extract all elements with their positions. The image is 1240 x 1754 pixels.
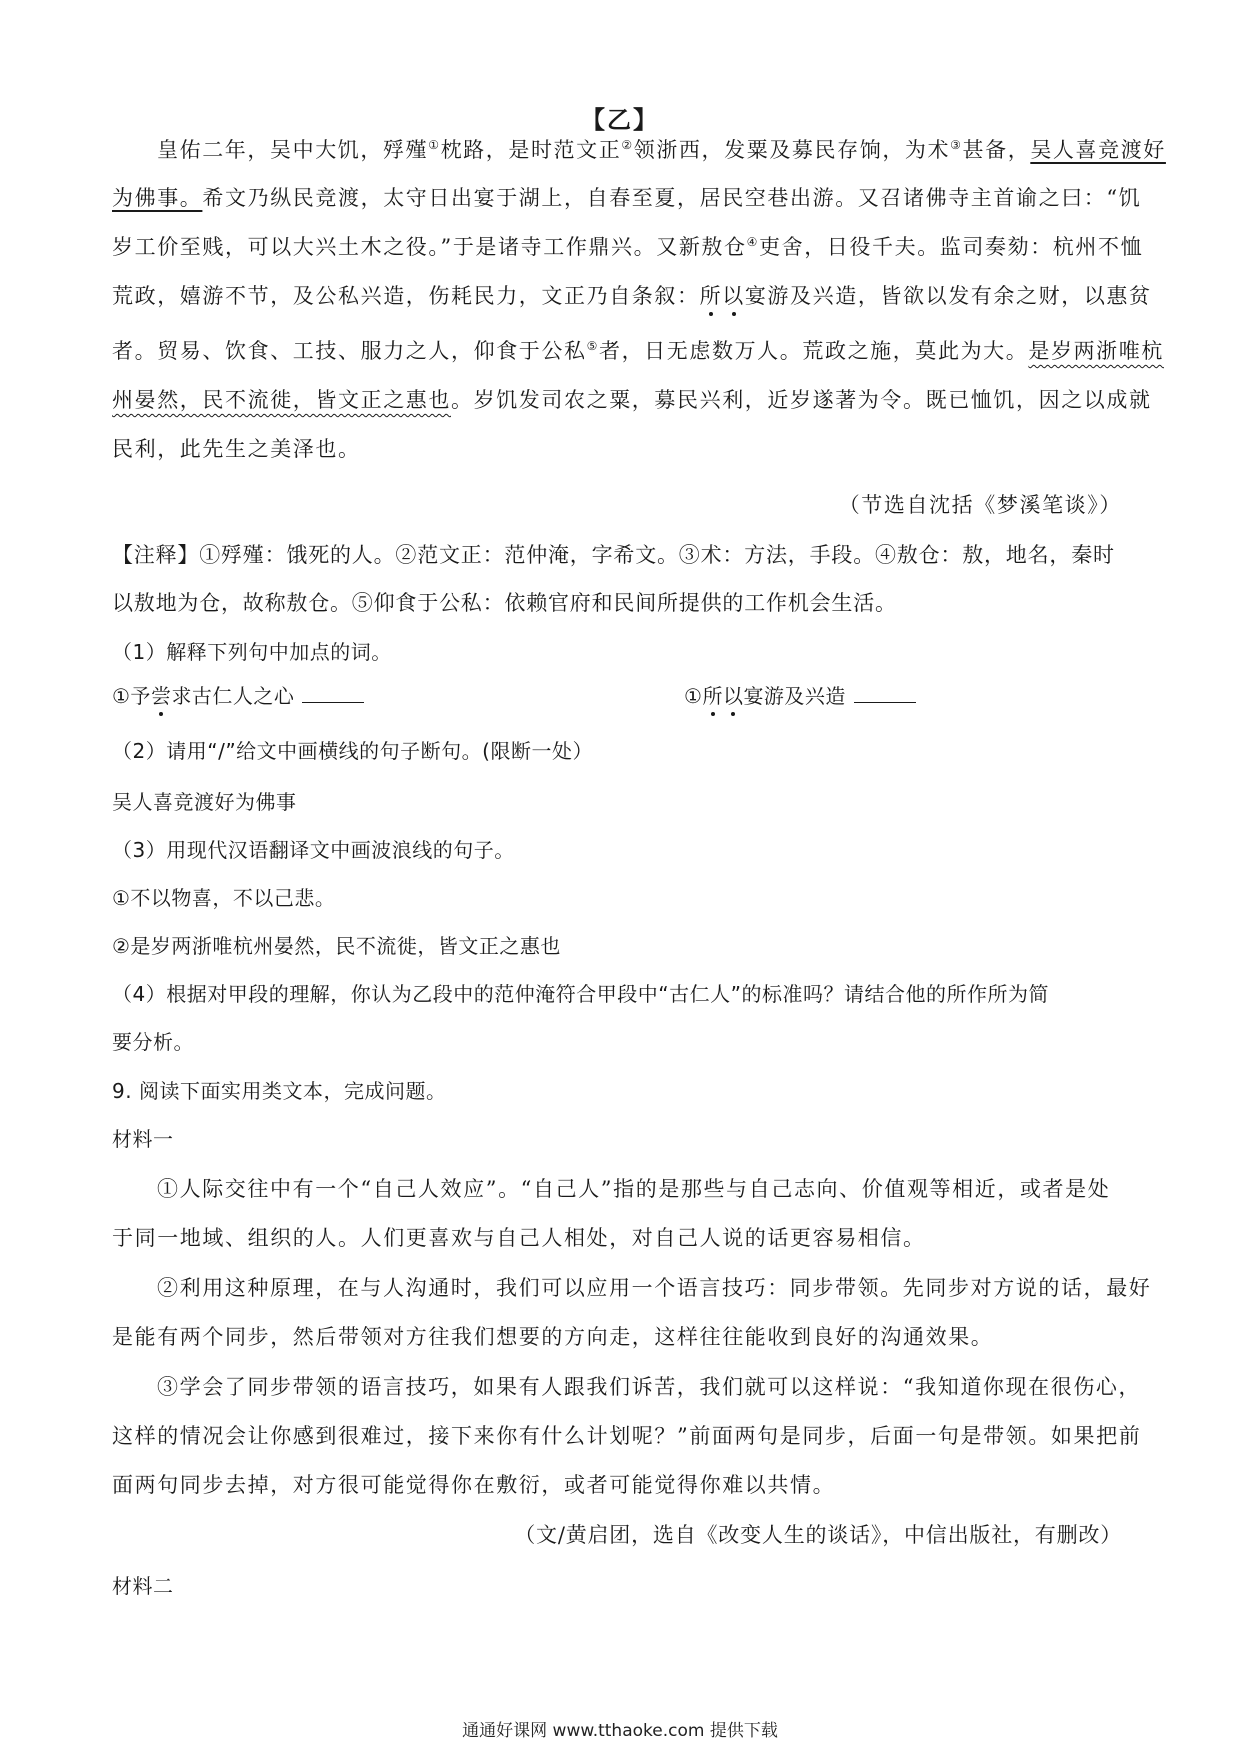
material-1-para-2-line-1: ②利用这种原理，在与人沟通时，我们可以应用一个语言技巧：同步带领。先同步对方说的话，最好 <box>157 1276 1152 1300</box>
question-3-item-2: ②是岁两浙唯杭州晏然，民不流徙，皆文正之惠也 <box>112 934 561 958</box>
material-1-para-3-line-2: 这样的情况会让你感到很难过，接下来你有什么计划呢？”前面两句是同步，后面一句是带领。如果把前 <box>112 1424 1142 1448</box>
passage-line-1: 皇佑二年，吴中大饥，殍殣①枕路，是时范文正②领浙西，发粟及募民存饷，为术③甚备，吴人喜竞渡好 <box>157 138 1166 162</box>
wavy-sentence-part-1: 是岁两浙唯杭 <box>1028 339 1164 363</box>
note-ref-2: ② <box>621 138 634 152</box>
passage-line-3: 岁工价至贱，可以大兴土木之役。”于是诸寺工作鼎兴。又新敖仓④吏舍，日役千夫。监司奏劾：杭州不恤 <box>112 235 1144 259</box>
question-2-sentence: 吴人喜竞渡好为佛事 <box>112 790 297 814</box>
passage-line-6: 州晏然，民不流徙，皆文正之惠也。岁饥发司农之粟，募民兴利，近岁遂著为令。既已恤饥，因之以成就 <box>112 388 1152 412</box>
material-1-source: （文/黄启团，选自《改变人生的谈话》，中信出版社，有删改） <box>514 1523 1122 1547</box>
dotted-char: 尝 <box>150 684 172 708</box>
material-1-label: 材料一 <box>112 1127 174 1151</box>
note-ref-4: ④ <box>746 235 759 249</box>
notes-line-2: 以敖地为仓，故称敖仓。⑤仰食于公私：依赖官府和民间所提供的工作机会生活。 <box>112 591 897 615</box>
question-1-item-2: ①所以宴游及兴造 <box>684 681 916 711</box>
passage-source: （节选自沈括《梦溪笔谈》） <box>838 493 1122 517</box>
section-title: 【乙】 <box>581 105 659 134</box>
underlined-sentence-part-1: 吴人喜竞渡好 <box>1030 138 1166 162</box>
answer-blank[interactable] <box>302 684 364 703</box>
dotted-char: 以 <box>722 284 745 308</box>
question-2: （2）请用“/”给文中画横线的句子断句。(限断一处） <box>112 739 593 763</box>
question-4-line-1: （4）根据对甲段的理解，你认为乙段中的范仲淹符合甲段中“古仁人”的标准吗？请结合他的所作所为简 <box>112 982 1049 1006</box>
material-1-para-1-line-1: ①人际交往中有一个“自己人效应”。“自己人”指的是那些与自己志向、价值观等相近，或者是处 <box>157 1177 1111 1201</box>
footer-watermark: 通通好课网 www.tthaoke.com 提供下载 <box>462 1721 778 1741</box>
passage-line-5: 者。贸易、饮食、工技、服力之人，仰食于公私⑤者，日无虑数万人。荒政之施，莫此为大。是岁两浙唯杭 <box>112 339 1164 363</box>
passage-line-2: 为佛事。希文乃纵民竞渡，太守日出宴于湖上，自春至夏，居民空巷出游。又召诸佛寺主首谕之曰：“饥 <box>112 186 1142 210</box>
notes-line-1: 【注释】①殍殣：饿死的人。②范文正：范仲淹，字希文。③术：方法，手段。④敖仓：敖，地名，秦时 <box>112 543 1115 567</box>
answer-blank[interactable] <box>854 684 916 703</box>
dotted-char: 所 <box>702 684 723 708</box>
material-1-para-3-line-1: ③学会了同步带领的语言技巧，如果有人跟我们诉苦，我们就可以这样说：“我知道你现在很伤心， <box>157 1375 1142 1399</box>
passage-line-7: 民利，此先生之美泽也。 <box>112 437 361 461</box>
underlined-sentence-part-2: 为佛事。 <box>112 186 203 210</box>
wavy-sentence-part-2: 州晏然，民不流徙，皆文正之惠也 <box>112 388 451 412</box>
material-1-para-1-line-2: 于同一地域、组织的人。人们更喜欢与自己人相处，对自己人说的话更容易相信。 <box>112 1226 926 1250</box>
note-ref-5: ⑤ <box>586 339 599 353</box>
question-1: （1）解释下列句中加点的词。 <box>112 640 392 664</box>
material-2-label: 材料二 <box>112 1574 174 1598</box>
question-4-line-2: 要分析。 <box>112 1030 194 1054</box>
dotted-char: 以 <box>722 684 744 708</box>
question-3-item-1: ①不以物喜，不以己悲。 <box>112 886 336 910</box>
material-1-para-3-line-3: 面两句同步去掉，对方很可能觉得你在敷衍，或者可能觉得你难以共情。 <box>112 1473 836 1497</box>
question-3: （3）用现代汉语翻译文中画波浪线的句子。 <box>112 838 515 862</box>
passage-line-4: 荒政，嬉游不节，及公私兴造，伤耗民力，文正乃自条叙：所以宴游及兴造，皆欲以发有余之财，以惠贫 <box>112 284 1152 308</box>
question-9-title: 9. 阅读下面实用类文本，完成问题。 <box>112 1079 447 1103</box>
dotted-char: 所 <box>699 284 723 308</box>
material-1-para-2-line-2: 是能有两个同步，然后带领对方往我们想要的方向走，这样往往能收到良好的沟通效果。 <box>112 1325 994 1349</box>
question-1-items: ①予尝求古仁人之心 ①所以宴游及兴造 <box>112 681 1132 711</box>
note-ref-3: ③ <box>950 138 963 152</box>
note-ref-1: ① <box>428 138 441 152</box>
